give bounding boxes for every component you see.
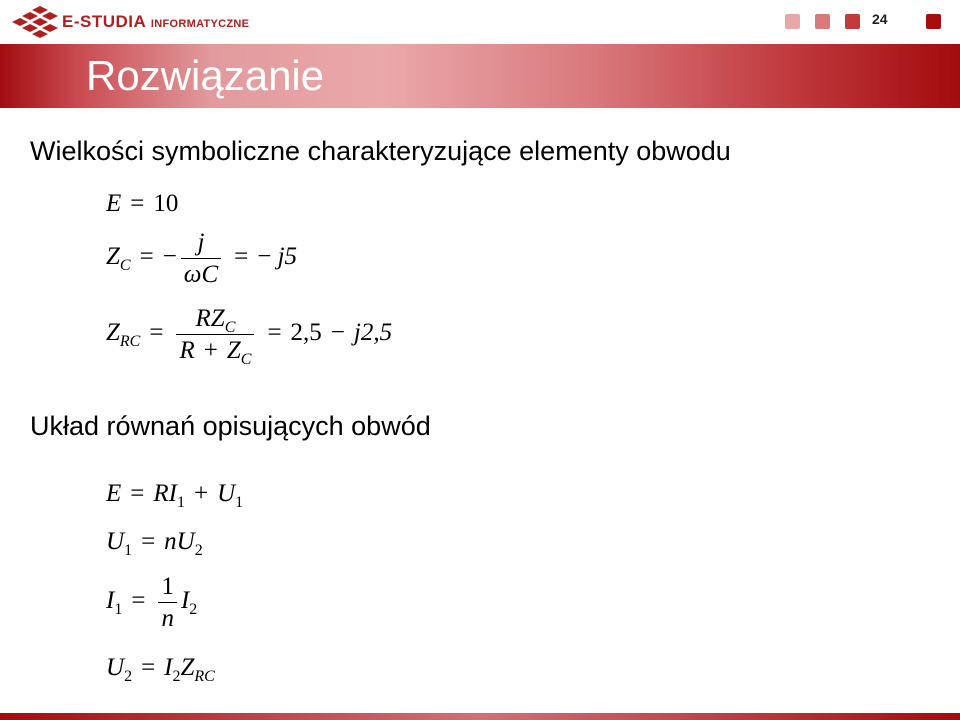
e-studia-logo-icon (10, 4, 62, 38)
brand-sub: INFORMATYCZNE (150, 18, 250, 30)
equation-ZC: $Z_C$ = − $\frac{j}{\omega C}$ = − j5 (106, 229, 298, 288)
equation-load: $U_2 = I_2Z_{RC}$ (106, 654, 215, 685)
header-square-4 (926, 14, 941, 29)
heading-equation-system: Układ równań opisujących obwód (30, 411, 431, 441)
bottom-bar (0, 713, 960, 720)
header-square-3 (845, 14, 860, 29)
equation-E: E = 10 (106, 190, 179, 217)
page-number: 24 (872, 11, 888, 27)
header-square-2 (815, 14, 830, 29)
equation-ZRC: $Z_{RC}$ = $\frac{RZ_C}{R + Z_C}$ = 2,5 − j2,5 (106, 305, 393, 368)
brand-main: E-STUDIA (62, 12, 146, 31)
equation-kvl: $E = RI_1 + U_1$ (106, 480, 244, 511)
brand-name (62, 12, 249, 32)
equation-voltage-ratio: $U_1 = nU_2$ (106, 528, 203, 559)
equation-current-ratio: $I_1$ = $\frac{1}{n}$ $I_2$ (106, 573, 198, 632)
slide-title: Rozwiązanie (86, 52, 325, 99)
heading-symbolic-quantities: Wielkości symboliczne charakteryzujące elementy obwodu (30, 136, 731, 166)
header-square-1 (785, 14, 800, 29)
